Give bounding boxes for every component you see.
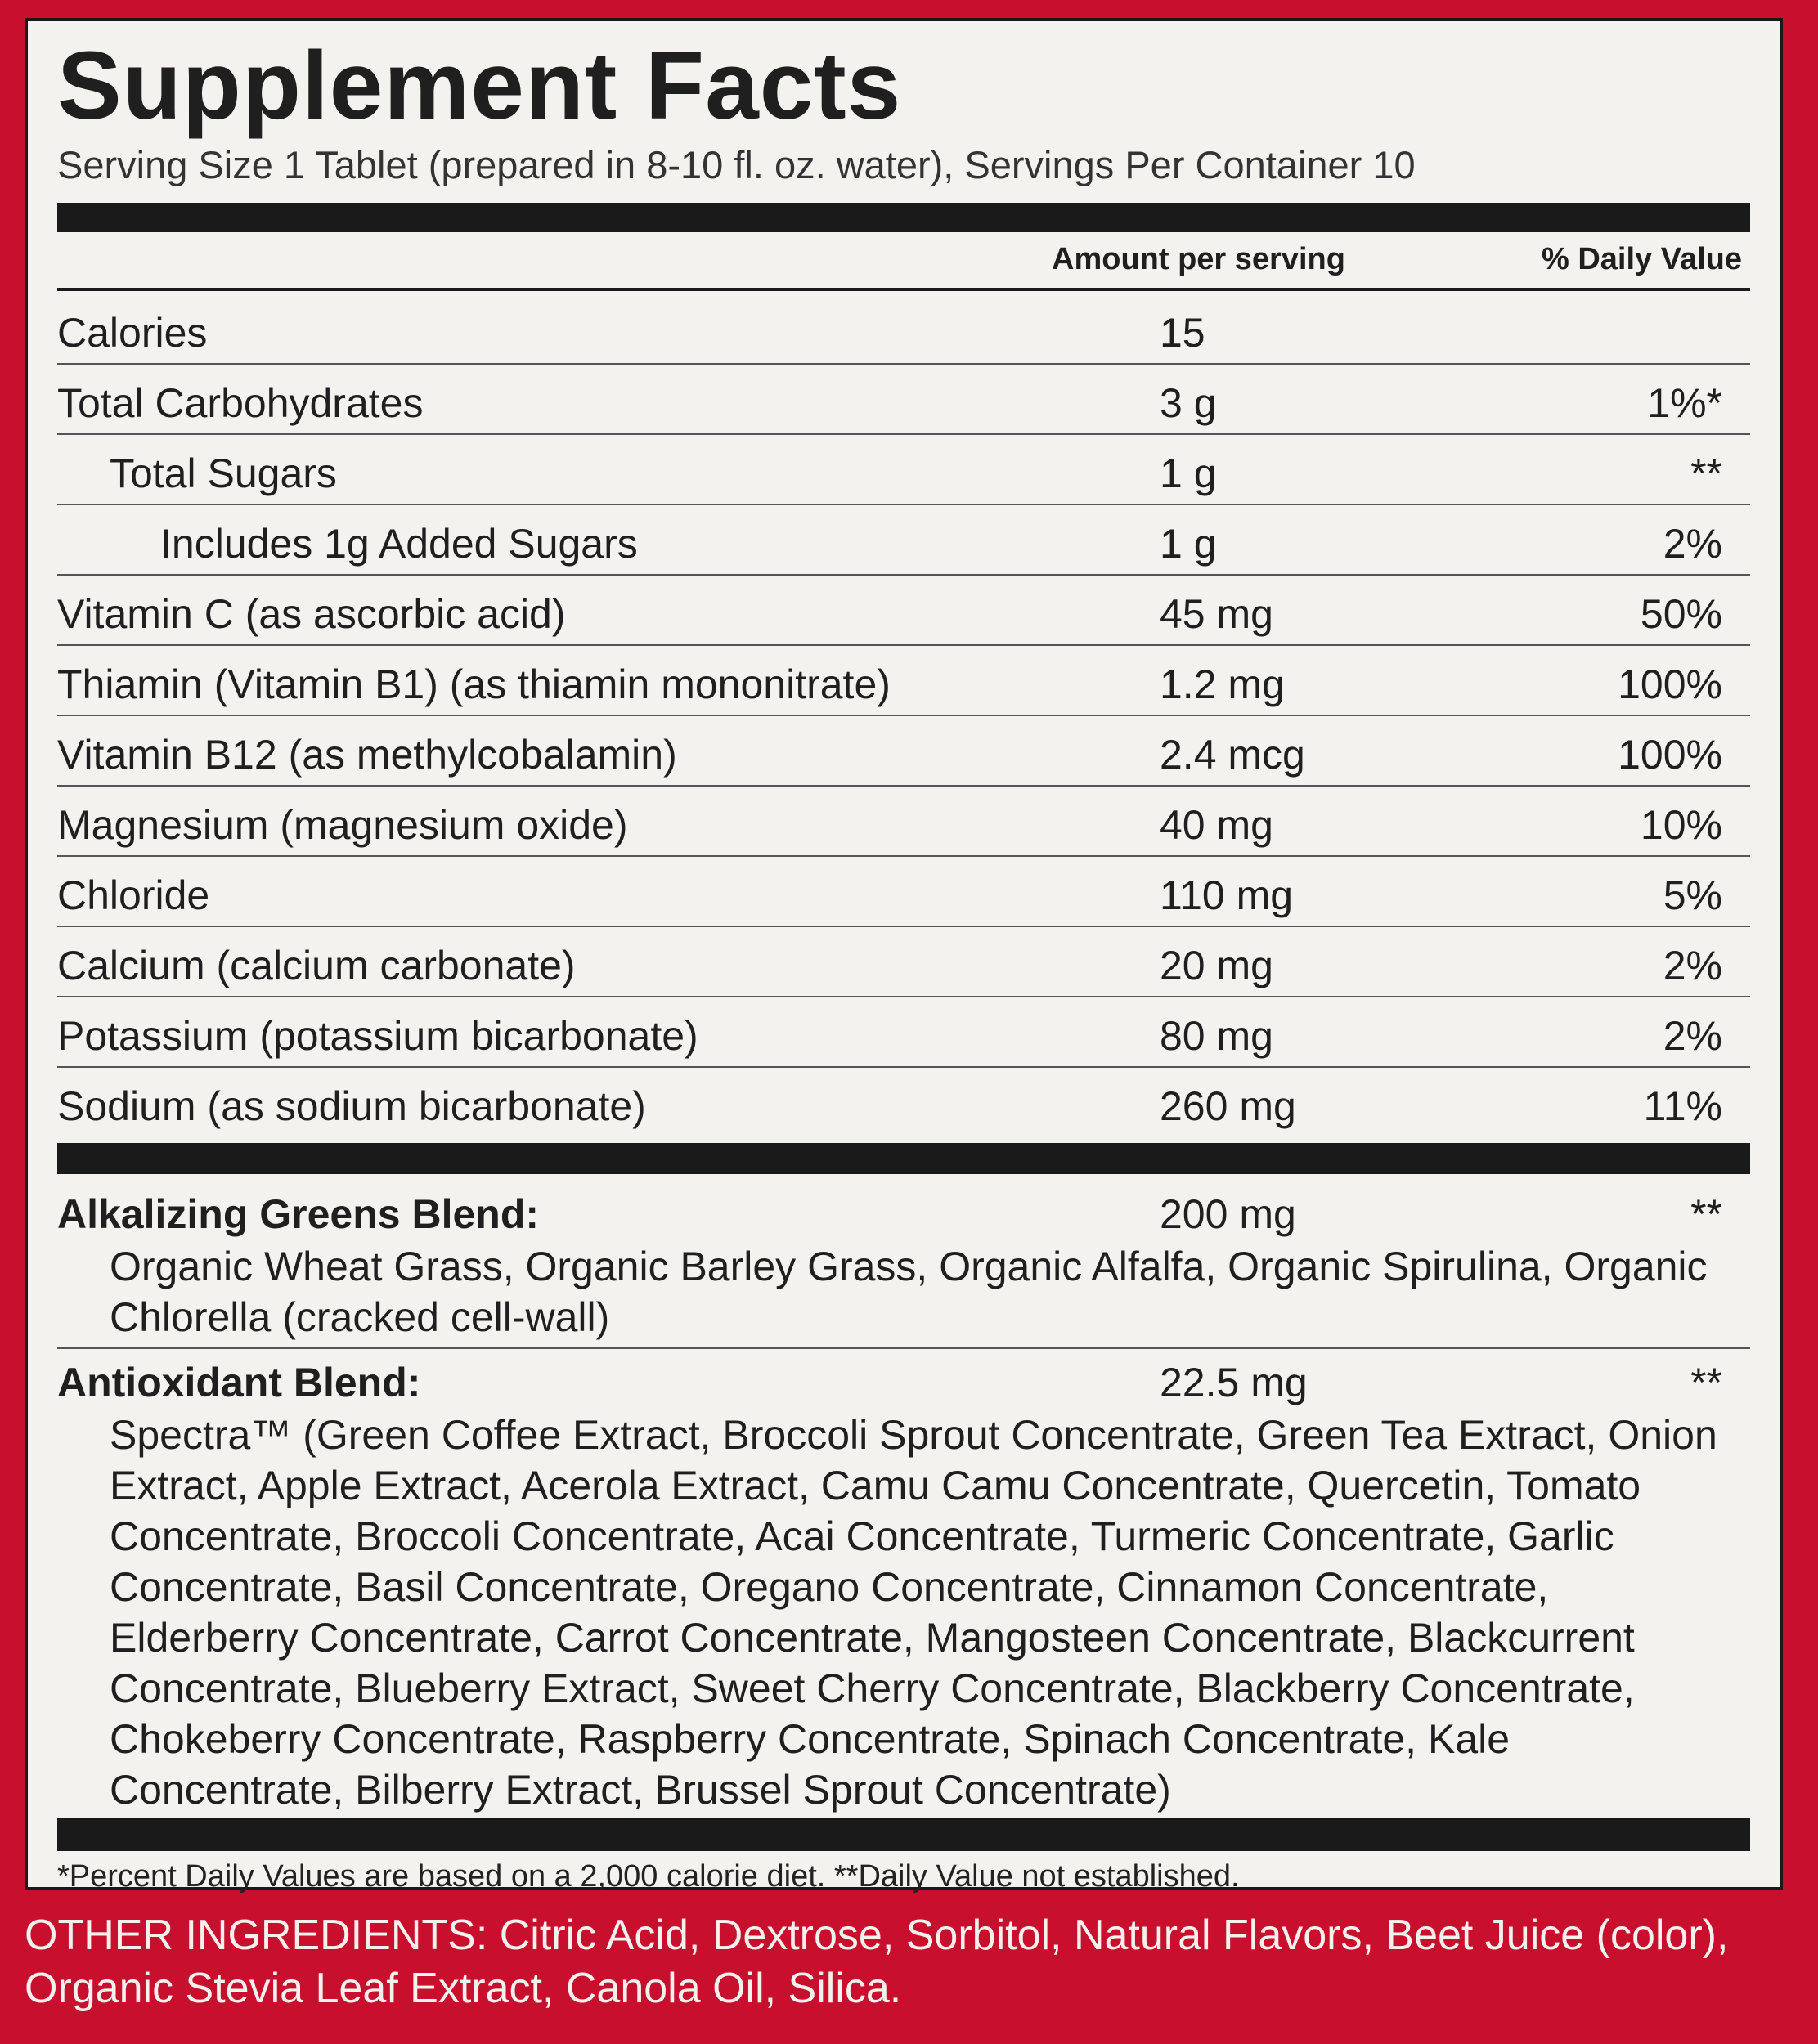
nutrient-amount: 80 mg xyxy=(1160,1013,1273,1059)
blend-ingredients: Organic Wheat Grass, Organic Barley Grass, Organic Alfalfa, Organic Spirulina, Organic Chlorella (cracked cell-wall) xyxy=(110,1244,1708,1340)
daily-value-header: % Daily Value xyxy=(1541,242,1742,276)
nutrient-row xyxy=(57,293,1750,365)
nutrient-row xyxy=(57,926,1750,997)
nutrient-name: Magnesium (magnesium oxide) xyxy=(57,802,628,848)
nutrient-row xyxy=(57,996,1750,1068)
nutrient-amount: 40 mg xyxy=(1160,802,1273,848)
nutrient-amount: 20 mg xyxy=(1160,943,1273,988)
nutrient-row xyxy=(57,504,1750,576)
other-ingredients: OTHER INGREDIENTS: Citric Acid, Dextrose, Sorbitol, Natural Flavors, Beet Juice (color), Organic Stevia Leaf Extract, Canola Oil, Silica. xyxy=(25,1912,1729,2012)
nutrient-amount: 260 mg xyxy=(1160,1083,1296,1129)
blend-ingredients: Spectra™ (Green Coffee Extract, Broccoli Sprout Concentrate, Green Tea Extract, Onion Extract, Apple Extract, Acerola Extract, Camu Camu Concentrate, Quercetin, Tomato Concentrate, Broccoli Concentrate, Acai Concentrate, Turmeric Concentrate, Garlic Concentrate, Basil Concentrate, Oregano Concentrate, Cinnamon Concentrate, Elderberry Concentrate, Carrot Concentrate, Mangosteen Concentrate, Blackcurrent Concentrate, Blueberry Extract, Sweet Cherry Concentrate, Blackberry Concentrate, Chokeberry Concentrate, Raspberry Concentrate, Spinach Concentrate, Kale Concentrate, Bilberry Extract, Brussel Sprout Concentrate) xyxy=(110,1412,1717,1813)
nutrient-amount: 2.4 mcg xyxy=(1160,732,1305,778)
nutrient-row xyxy=(57,785,1750,857)
nutrient-daily-value: 100% xyxy=(1618,661,1722,707)
nutrient-amount: 110 mg xyxy=(1160,872,1294,918)
blend-name: Alkalizing Greens Blend: xyxy=(57,1191,540,1237)
nutrient-name: Calcium (calcium carbonate) xyxy=(57,943,576,988)
nutrient-name: Calories xyxy=(57,310,208,356)
nutrient-amount: 45 mg xyxy=(1160,591,1273,637)
nutrient-row xyxy=(57,363,1750,435)
nutrient-daily-value: 2% xyxy=(1663,943,1722,988)
nutrient-name: Sodium (as sodium bicarbonate) xyxy=(57,1083,646,1129)
thick-divider-top xyxy=(57,203,1750,232)
amount-per-serving-header: Amount per serving xyxy=(1052,242,1345,276)
nutrient-amount: 15 xyxy=(1160,310,1205,356)
nutrient-row xyxy=(57,574,1750,646)
nutrient-amount: 1.2 mg xyxy=(1160,661,1285,707)
blend-divider xyxy=(57,1347,1750,1349)
nutrient-name: Chloride xyxy=(57,872,210,918)
nutrient-name: Total Carbohydrates xyxy=(57,380,424,426)
header-divider xyxy=(57,288,1750,291)
serving-info: Serving Size 1 Tablet (prepared in 8-10 fl. oz. water), Servings Per Container 10 xyxy=(57,143,1416,186)
thick-divider-bottom xyxy=(57,1818,1750,1851)
nutrient-name: Thiamin (Vitamin B1) (as thiamin mononitrate) xyxy=(57,661,891,707)
nutrient-row xyxy=(57,644,1750,716)
nutrient-name: Includes 1g Added Sugars xyxy=(160,521,638,567)
nutrient-row xyxy=(57,715,1750,787)
nutrient-daily-value: 5% xyxy=(1663,872,1722,918)
nutrient-name: Vitamin C (as ascorbic acid) xyxy=(57,591,566,637)
nutrient-daily-value: 10% xyxy=(1640,802,1722,848)
nutrient-daily-value: 2% xyxy=(1663,521,1722,567)
nutrient-amount: 1 g xyxy=(1160,521,1217,567)
nutrient-amount: 1 g xyxy=(1160,450,1217,496)
supplement-facts-panel xyxy=(25,18,1783,1894)
blend-amount: 22.5 mg xyxy=(1160,1360,1308,1405)
nutrient-daily-value: 50% xyxy=(1640,591,1722,637)
blend-daily-value: ** xyxy=(1690,1191,1722,1237)
nutrient-amount: 3 g xyxy=(1160,380,1217,426)
nutrient-row xyxy=(57,433,1750,505)
nutrient-daily-value: ** xyxy=(1690,450,1722,496)
nutrient-name: Vitamin B12 (as methylcobalamin) xyxy=(57,732,677,778)
footnote: *Percent Daily Values are based on a 2,000 calorie diet. **Daily Value not established. xyxy=(57,1859,1240,1894)
blend-daily-value: ** xyxy=(1690,1360,1722,1405)
blend-amount: 200 mg xyxy=(1160,1191,1296,1237)
nutrient-name: Total Sugars xyxy=(110,450,337,496)
nutrient-daily-value: 100% xyxy=(1618,732,1722,778)
blend-name: Antioxidant Blend: xyxy=(57,1360,421,1405)
nutrient-row xyxy=(57,855,1750,927)
nutrient-row xyxy=(57,1066,1750,1136)
nutrient-daily-value: 2% xyxy=(1663,1013,1722,1059)
panel-title: Supplement Facts xyxy=(57,32,902,140)
nutrient-daily-value: 1%* xyxy=(1647,380,1722,426)
nutrient-name: Potassium (potassium bicarbonate) xyxy=(57,1013,698,1059)
thick-divider-middle xyxy=(57,1143,1750,1174)
nutrient-daily-value: 11% xyxy=(1643,1083,1722,1129)
